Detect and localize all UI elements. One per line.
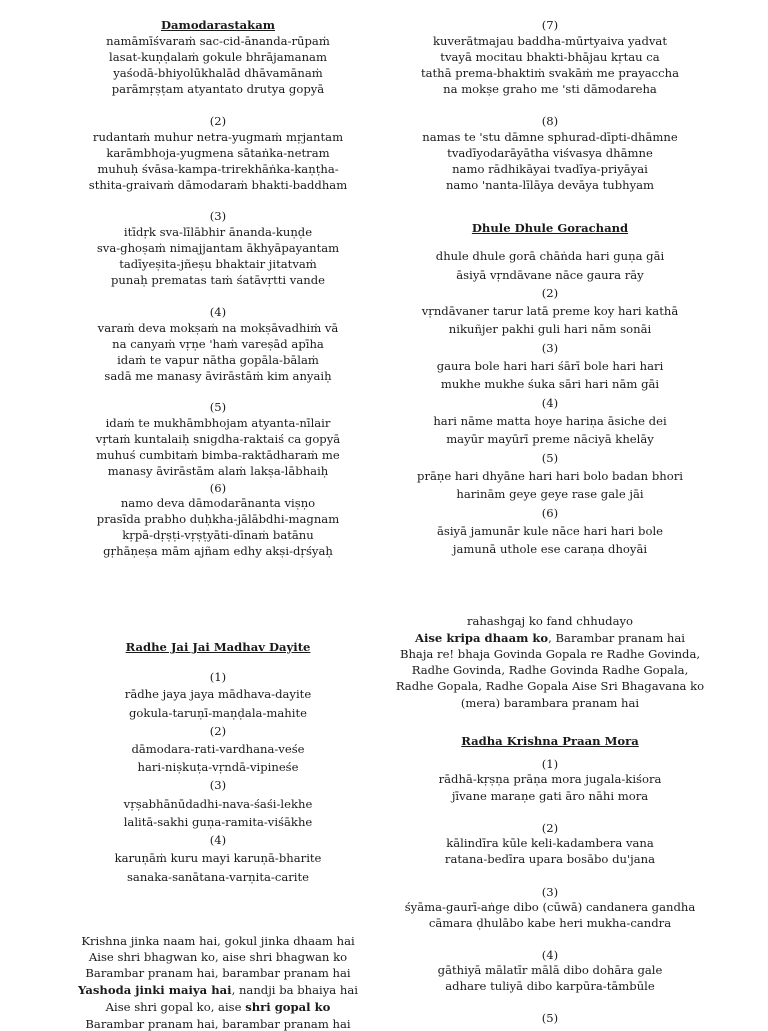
verse-line: dhule dhule gorā chāṅda hari guṇa gāi xyxy=(435,249,665,263)
verse-line: dāmodara-rati-vardhana-veśe xyxy=(131,742,305,756)
verse-line: hari-niṣkuṭa-vṛndā-vipineśe xyxy=(137,760,299,774)
verse-line: na canyaṁ vṛṇe 'haṁ vareṣād apīha xyxy=(112,337,324,351)
verse-number: (7) xyxy=(541,18,559,32)
verse-line: namo 'nanta-līlāya devāya tubhyam xyxy=(445,178,655,192)
verse-line: āsiyā jamunār kule nāce hari hari bole xyxy=(436,524,664,538)
verse-line: mayūr mayūrī preme nāciyā khelāy xyxy=(446,432,654,446)
verse-line: kālindīra kūle keli-kadambera vana xyxy=(446,836,654,850)
bhajan-line: Bhaja re! bhaja Govinda Gopala re Radhe Govinda, xyxy=(399,647,701,661)
verse-number: (5) xyxy=(541,451,559,465)
radhe-jai-title: Radhe Jai Jai Madhav Dayite xyxy=(125,640,311,654)
verse-number: (1) xyxy=(209,670,227,684)
radha-krishna-title: Radha Krishna Praan Mora xyxy=(461,734,639,748)
bhajan-line xyxy=(392,631,708,645)
verse-line: sthita-graivaṁ dāmodaraṁ bhakti-baddham xyxy=(88,178,348,192)
verse-line: tvayā mocitau bhakti-bhājau kṛtau ca xyxy=(440,50,660,64)
bhajan-line: rahashgaj ko fand chhudayo xyxy=(466,614,634,628)
verse-line: prasīda prabho duḥkha-jālābdhi-magnam xyxy=(96,512,340,526)
verse-number: (1) xyxy=(541,757,559,771)
verse-number: (2) xyxy=(209,724,227,738)
bhajan-line: (mera) barambara pranam hai xyxy=(460,696,640,710)
verse-number: (4) xyxy=(209,833,227,847)
verse-line: gokula-taruṇī-maṇḍala-mahite xyxy=(129,706,307,720)
verse-line: varaṁ deva mokṣaṁ na mokṣāvadhiṁ vā xyxy=(97,321,339,335)
verse-number: (4) xyxy=(541,948,559,962)
verse-line: punaḥ prematas taṁ śatāvṛtti vande xyxy=(110,273,326,287)
verse-line: cāmara ḍhulābo kabe heri mukha-candra xyxy=(428,916,672,930)
verse-number: (5) xyxy=(209,400,227,414)
verse-line: ratana-bedīra upara bosābo du'jana xyxy=(444,852,656,866)
verse-line: lasat-kuṇḍalaṁ gokule bhrājamanam xyxy=(109,50,327,64)
verse-line: manasy āvirāstām alaṁ lakṣa-lābhaiḥ xyxy=(107,464,329,478)
verse-line: harinām geye geye rase gale jāi xyxy=(456,487,644,501)
verse-line: kuverātmajau baddha-mūrtyaiva yadvat xyxy=(432,34,668,48)
bhajan-line xyxy=(40,983,396,997)
bhajan-line: Radhe Gopala, Radhe Gopala Aise Sri Bhagavana ko xyxy=(395,679,705,693)
verse-line: rudantaṁ muhur netra-yugmaṁ mṛjantam xyxy=(92,130,344,144)
verse-line: karāmbhoja-yugmena sātaṅka-netram xyxy=(106,146,330,160)
verse-line: jamunā uthole ese caraṇa dhoyāi xyxy=(452,542,648,556)
right-column xyxy=(392,0,708,1024)
bhajan-line: Radhe Govinda, Radhe Govinda Radhe Gopala, xyxy=(411,663,689,677)
verse-line: gāthiyā mālatīr mālā dibo dohāra gale xyxy=(437,963,663,977)
verse-number: (4) xyxy=(209,305,227,319)
bhajan-text: , Barambar pranam hai xyxy=(548,631,685,645)
verse-line: sanaka-sanātana-varṇita-carite xyxy=(126,870,310,884)
damodarastakam-title: Damodarastakam xyxy=(160,18,275,32)
verse-line: āsiyā vṛndāvane nāce gaura rāy xyxy=(456,268,644,282)
bold-phrase: Yashoda jinki maiya hai xyxy=(78,983,232,997)
verse-line: na mokṣe graho me 'sti dāmodareha xyxy=(443,82,657,96)
verse-line: idaṁ te mukhāmbhojam atyanta-nīlair xyxy=(105,416,331,430)
verse-number: (6) xyxy=(209,481,227,495)
verse-number: (2) xyxy=(541,821,559,835)
damodarastakam-block xyxy=(40,0,396,1031)
verse-line: vṛndāvaner tarur latā preme koy hari kathā xyxy=(421,304,679,318)
verse-line: tadīyeṣita-jñeṣu bhaktair jitatvaṁ xyxy=(119,257,317,271)
verse-line: idaṁ te vapur nātha gopāla-bālaṁ xyxy=(117,353,319,367)
verse-line: hari nāme matta hoye hariṇa āsiche dei xyxy=(433,414,667,428)
verse-line: adhare tuliyā dibo karpūra-tāmbūle xyxy=(445,979,655,993)
bhajan-line: Aise shri bhagwan ko, aise shri bhagwan ko xyxy=(88,950,348,964)
verse-line: karuṇāṁ kuru mayi karuṇā-bharite xyxy=(114,851,322,865)
verse-line: jīvane maraṇe gati āro nāhi mora xyxy=(451,789,649,803)
verse-line: yaśodā-bhiyolūkhalād dhāvamānaṁ xyxy=(113,66,323,80)
verse-number: (8) xyxy=(541,114,559,128)
bhajan-line: Krishna jinka naam hai, gokul jinka dhaam hai xyxy=(81,934,355,948)
verse-line: sva-ghoṣaṁ nimajjantam ākhyāpayantam xyxy=(96,241,340,255)
verse-number: (3) xyxy=(541,341,559,355)
bhajan-line-cut: Barambar pranam hai, barambar pranam hai xyxy=(85,1017,351,1031)
verse-line: lalitā-sakhi guṇa-ramita-viśākhe xyxy=(123,815,313,829)
verse-line: mukhe mukhe śuka sāri hari nām gāi xyxy=(440,377,660,391)
bold-phrase: shri gopal ko xyxy=(245,1000,331,1014)
verse-line: gaura bole hari hari śārī bole hari hari xyxy=(436,359,664,373)
verse-number: (2) xyxy=(541,286,559,300)
verse-line: rādhā-kṛṣṇa prāṇa mora jugala-kiśora xyxy=(438,772,662,786)
verse-line: vṛtaṁ kuntalaiḥ snigdha-raktaiś ca gopyā xyxy=(95,432,341,446)
bhajan-text: Aise shri gopal ko, aise xyxy=(105,1000,246,1014)
verse-number: (5) xyxy=(541,1011,559,1025)
verse-line: śyāma-gaurī-aṅge dibo (cūwā) candanera gandha xyxy=(404,900,696,914)
bhajan-line xyxy=(40,1000,396,1014)
verse-number: (3) xyxy=(209,778,227,792)
verse-line: namo deva dāmodarānanta viṣṇo xyxy=(120,496,316,510)
verse-number: (6) xyxy=(541,506,559,520)
bhajan-text: , nandji ba bhaiya hai xyxy=(231,983,358,997)
verse-line: prāṇe hari dhyāne hari hari bolo badan bhori xyxy=(417,469,683,483)
verse-line: kṛpā-dṛṣṭi-vṛṣṭyāti-dīnaṁ batānu xyxy=(122,528,314,542)
verse-line: namāmīśvaraṁ sac-cid-ānanda-rūpaṁ xyxy=(106,34,330,48)
verse-line: tvadīyodarāyātha viśvasya dhāmne xyxy=(447,146,653,160)
bhajan-line: Barambar pranam hai, barambar pranam hai xyxy=(85,966,351,980)
bold-phrase: Aise kripa dhaam ko xyxy=(414,631,549,645)
dhule-title: Dhule Dhule Gorachand xyxy=(471,221,629,235)
verse-line: vṛṣabhānūdadhi-nava-śaśi-lekhe xyxy=(123,797,313,811)
verse-line: namas te 'stu dāmne sphurad-dīpti-dhāmne xyxy=(422,130,678,144)
verse-line: nikuñjer pakhi guli hari nām sonāi xyxy=(448,322,652,336)
verse-line: namo rādhikāyai tvadīya-priyāyai xyxy=(452,162,648,176)
verse-line: sadā me manasy āvirāstāṁ kim anyaiḥ xyxy=(104,369,332,383)
verse-line: muhuś cumbitaṁ bimba-raktādharaṁ me xyxy=(96,448,340,462)
verse-line: muhuḥ śvāsa-kampa-trirekhāṅka-kaṇṭha- xyxy=(97,162,339,176)
verse-line: parāmṛṣṭam atyantato drutya gopyā xyxy=(111,82,325,96)
verse-line: rādhe jaya jaya mādhava-dayite xyxy=(124,687,312,701)
verse-number: (4) xyxy=(541,396,559,410)
verse-line: itīdṛk sva-līlābhir ānanda-kuṇḍe xyxy=(123,225,313,239)
verse-line: gṛhāṇeṣa mām ajñam edhy akṣi-dṛśyaḥ xyxy=(103,544,333,558)
verse-line: tathā prema-bhaktiṁ svakāṁ me prayaccha xyxy=(420,66,680,80)
verse-number: (3) xyxy=(541,885,559,899)
verse-number: (2) xyxy=(209,114,227,128)
verse-number: (3) xyxy=(209,209,227,223)
